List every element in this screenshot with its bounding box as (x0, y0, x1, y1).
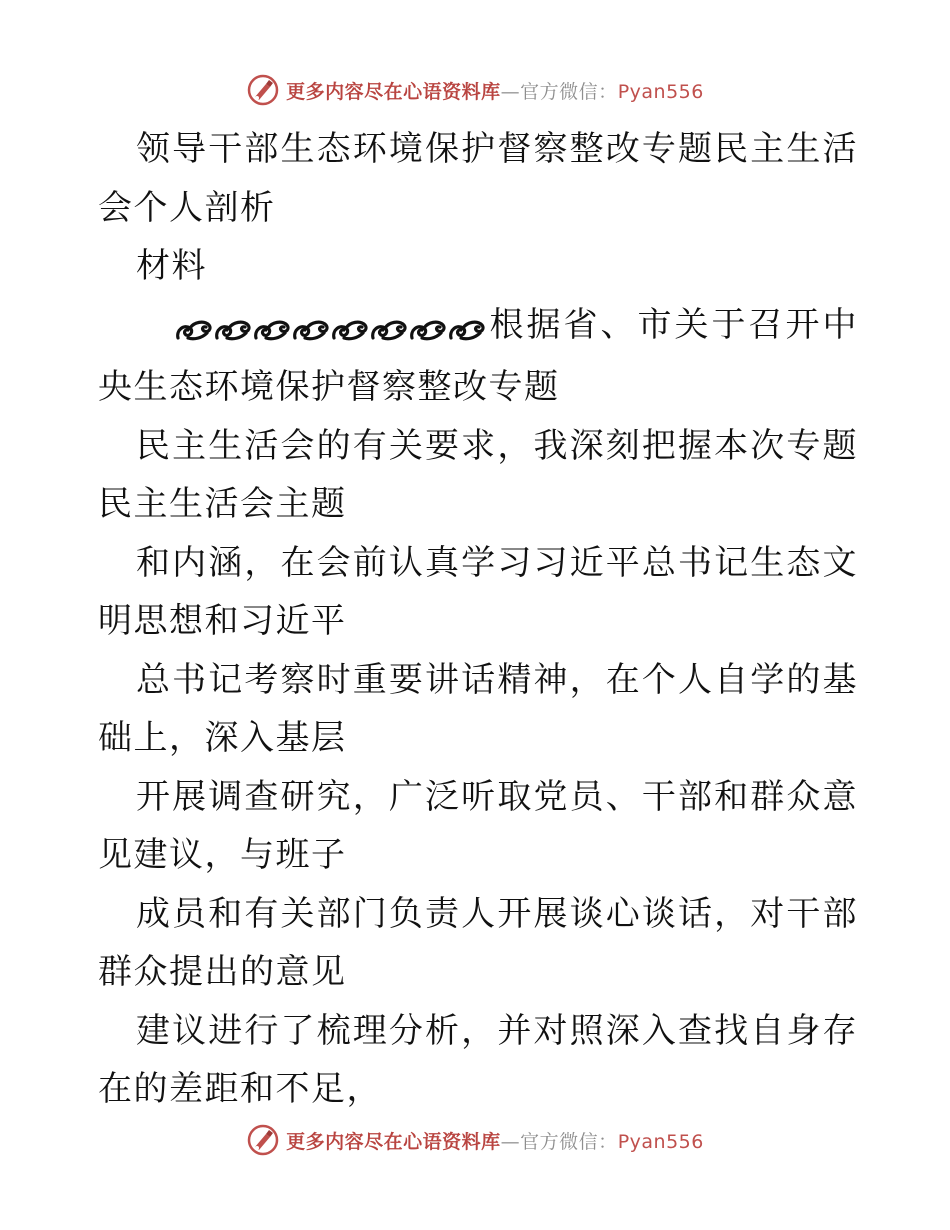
swirl-ornament-icon (213, 318, 252, 344)
doc-paragraph: 总书记考察时重要讲话精神，在个人自学的基础上，深入基层 (98, 659, 858, 758)
swirl-ornament-icon (408, 318, 447, 344)
banner-wechat-label: 官方微信： (520, 1130, 618, 1153)
doc-paragraph: 民主生活会的有关要求，我深刻把握本次专题民主生活会主题 (98, 425, 858, 524)
swirl-ornament-icon (136, 300, 486, 359)
swirl-ornament-icon (252, 318, 291, 344)
doc-paragraph-title: 领导干部生态环境保护督察整改专题民主生活会个人剖析 (98, 129, 858, 228)
swirl-ornament-icon (291, 318, 330, 344)
banner-main-text: 更多内容尽在心语资料库 (286, 80, 501, 103)
banner-main-text: 更多内容尽在心语资料库 (286, 1130, 501, 1153)
footer-banner (0, 1120, 950, 1160)
pen-circle-logo-icon (246, 1123, 280, 1157)
doc-paragraph-intro (98, 296, 858, 417)
swirl-ornament-icon (330, 318, 369, 344)
footer-banner-text (286, 1127, 704, 1154)
banner-wechat-id: Pyan556 (617, 1130, 704, 1153)
doc-paragraph-intro-text: 根据省、市关于召开中央生态环境保护督察整改专题 (98, 304, 858, 407)
banner-wechat-id: Pyan556 (617, 80, 704, 103)
banner-wechat-label: 官方微信： (520, 80, 618, 103)
swirl-ornament-icon (174, 318, 213, 344)
pen-circle-logo-icon (246, 73, 280, 107)
swirl-ornament-icon (447, 318, 486, 344)
header-banner-text (286, 77, 704, 104)
banner-separator: — (500, 1130, 521, 1153)
doc-paragraph: 建议进行了梳理分析，并对照深入查找自身存在的差距和不足， (98, 1010, 858, 1109)
doc-paragraph: 成员和有关部门负责人开展谈心谈话，对干部群众提出的意见 (98, 893, 858, 992)
document-body (98, 120, 858, 1119)
swirl-ornament-icon (369, 318, 408, 344)
doc-paragraph-title-cont: 材料 (136, 246, 207, 286)
doc-paragraph: 和内涵，在会前认真学习习近平总书记生态文明思想和习近平 (98, 542, 858, 641)
header-banner (0, 70, 950, 110)
banner-separator: — (500, 80, 521, 103)
doc-paragraph: 开展调查研究，广泛听取党员、干部和群众意见建议，与班子 (98, 776, 858, 875)
